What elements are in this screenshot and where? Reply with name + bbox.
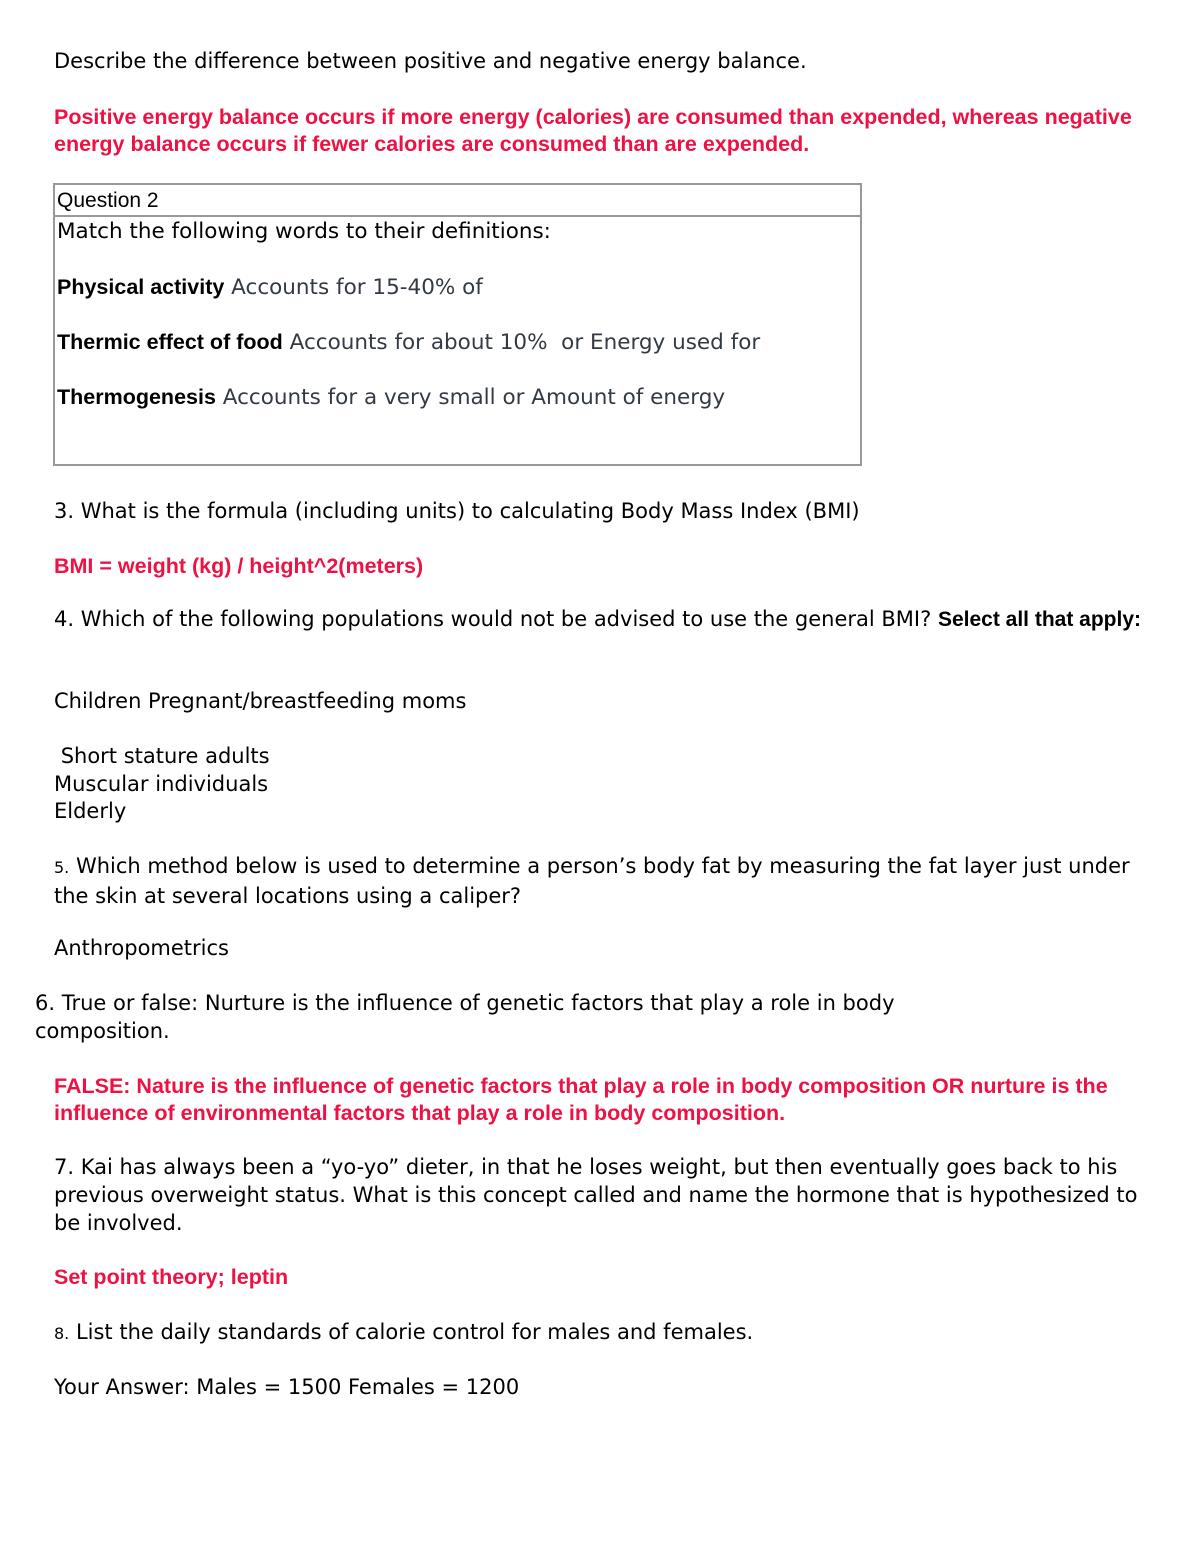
match-term: Thermogenesis [57, 385, 216, 409]
match-definition: Accounts for about 10% or Energy used for [289, 330, 761, 355]
question-2-prompt: Match the following words to their definitions: [57, 219, 551, 244]
q3-question: 3. What is the formula (including units) to calculating Body Mass Index (BMI) [54, 499, 860, 523]
match-row-physical-activity [57, 273, 483, 302]
q6-question: 6. True or false: Nurture is the influence of genetic factors that play a role in body composition. [35, 991, 902, 1043]
question-2-table [53, 183, 862, 466]
match-definition: Accounts for a very small or Amount of energy [222, 385, 726, 410]
q5-number: 5. [54, 858, 70, 877]
match-row-thermic-effect [57, 328, 760, 357]
q5-question: 5. Which method below is used to determine a person’s body fat by measuring the fat layer just under the skin at several locations using a caliper? [54, 854, 1137, 908]
q7-answer: Set point theory; leptin [54, 1265, 289, 1289]
match-definition: Accounts for 15-40% of [231, 275, 483, 300]
question-2-header [55, 185, 860, 217]
q8-question: 8. List the daily standards of calorie control for males and females. [54, 1320, 754, 1344]
q4-option-children-pregnant: Children Pregnant/breastfeeding moms [54, 689, 467, 713]
q4-option-short-stature: Short stature adults [54, 744, 270, 768]
q4-question: 4. Which of the following populations would not be advised to use the general BMI? Select all that apply: [54, 607, 1141, 631]
q7-question: 7. Kai has always been a “yo-yo” dieter, in that he loses weight, but then eventually goes back to his previous overweight status. What is this concept called and name the hormone that is hypothesized to be involved. [54, 1155, 1145, 1235]
q1-answer: Positive energy balance occurs if more energy (calories) are consumed than expended, whereas negative energy balance occurs if fewer calories are consumed than are expended. [54, 105, 1138, 156]
question-2-title: Question 2 [57, 189, 159, 212]
q4-option-elderly: Elderly [54, 799, 127, 823]
q8-number: 8. [54, 1324, 70, 1343]
q4-instruction: Select all that apply: [937, 608, 1141, 631]
q8-answer: Your Answer: Males = 1500 Females = 1200 [54, 1375, 520, 1399]
q1-question: Describe the difference between positive and negative energy balance. [54, 49, 807, 73]
match-term: Physical activity [57, 275, 225, 299]
q4-option-muscular: Muscular individuals [54, 772, 269, 796]
q3-answer: BMI = weight (kg) / height^2(meters) [54, 554, 424, 578]
match-term: Thermic effect of food [57, 330, 283, 354]
q6-answer: FALSE: Nature is the influence of genetic factors that play a role in body composition OR nurture is the influence of environmental factors that play a role in body composition. [54, 1074, 1114, 1125]
q5-answer: Anthropometrics [54, 936, 229, 960]
match-row-thermogenesis [57, 383, 725, 412]
